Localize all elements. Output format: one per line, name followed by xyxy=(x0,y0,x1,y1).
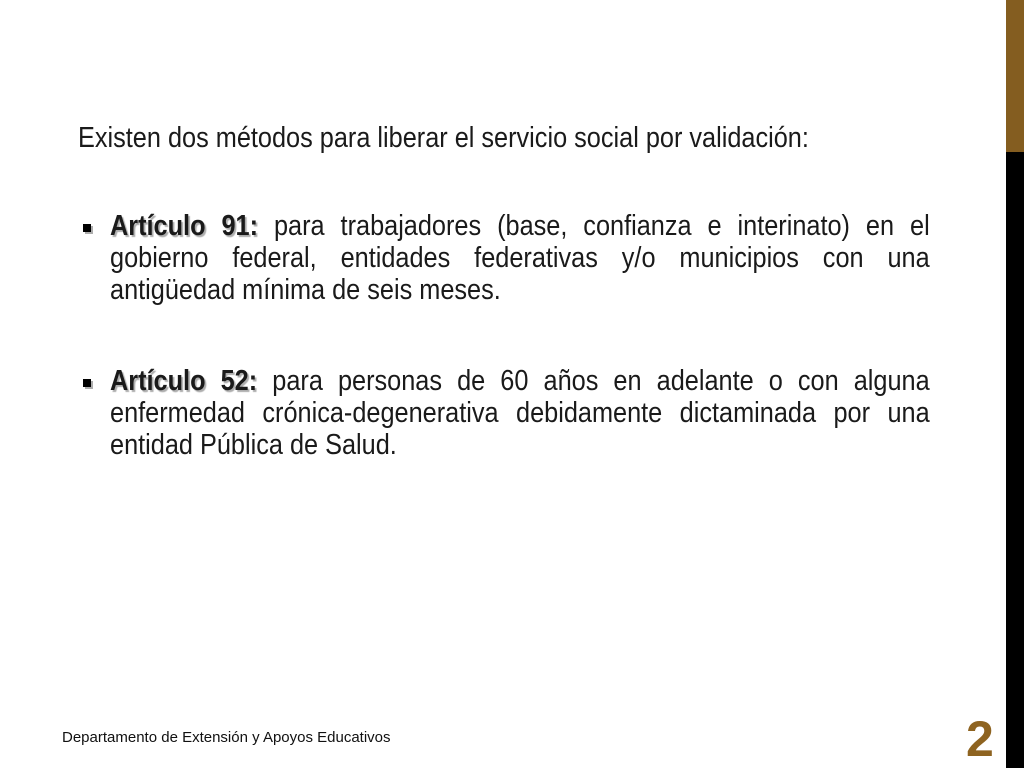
bullet-text: para trabajadores (base, confianza e interinato) en el gobierno federal, entidades federativas y/o municipios con una antigüedad mínima de seis meses. xyxy=(110,210,930,306)
bullet-item-articulo-52 xyxy=(110,365,930,461)
bullet-item-articulo-91 xyxy=(110,210,930,306)
bullet-label: Artículo 52: xyxy=(110,365,258,397)
square-bullet-icon xyxy=(83,379,91,387)
edge-accent-column xyxy=(1006,0,1024,768)
bullet-label: Artículo 91: xyxy=(110,210,259,242)
bullet-text: para personas de 60 años en adelante o con alguna enfermedad crónica-degenerativa debidamente dictaminada por una entidad Pública de Salud. xyxy=(110,365,930,461)
footer-text: Departamento de Extensión y Apoyos Educativos xyxy=(62,729,391,746)
edge-accent-bar-brown xyxy=(1006,0,1024,152)
page-number: 2 xyxy=(966,711,994,767)
square-bullet-icon xyxy=(83,224,91,232)
slide-title: Existen dos métodos para liberar el servicio social por validación: xyxy=(78,122,809,154)
edge-accent-bar-black xyxy=(1006,152,1024,768)
